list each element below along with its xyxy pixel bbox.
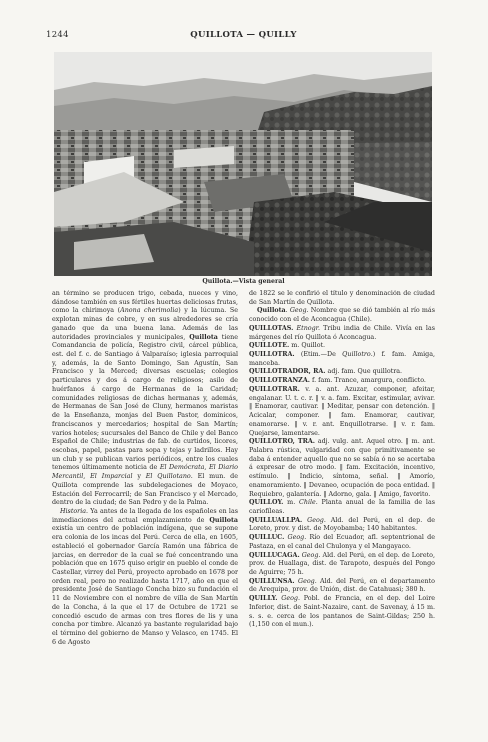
text-run: Geog. [301, 551, 321, 559]
headword: QUILLUC. [249, 534, 285, 542]
paragraph [249, 552, 435, 578]
text-run: Geog. [287, 534, 307, 542]
book-page [46, 28, 441, 718]
paragraph [249, 517, 435, 534]
town-photograph [54, 52, 432, 276]
text-run: Nombre que se dió también al río más conocido con el de Aconcagua (Chile). [249, 307, 435, 324]
headword: QUILLOTRAR. [249, 385, 300, 393]
paragraph [249, 438, 435, 499]
text-run: Ald. del Perú, en el departamento de Arequipa, prov. de Unión, dist. de Catahuasi; 380 h. [249, 577, 435, 594]
text-run: Ald. del Perú, en el dep. de Loreto, prov. de Huallaga, dist. de Tarapoto, después del Pongo de Aguirre; 75 h. [249, 551, 435, 576]
text-run: Geog. [281, 595, 300, 603]
text-run: Quillotro [342, 351, 371, 359]
running-title: QUILLOTA — QUILLY [190, 30, 297, 40]
text-run: Anona cherimolia [120, 307, 179, 315]
text-run: El Quillotano [145, 473, 191, 481]
text-run: Chile [299, 499, 316, 507]
page-header [46, 28, 441, 42]
text-run: y [132, 473, 146, 481]
headword: QUILLOY. [249, 499, 284, 507]
paragraph [52, 290, 238, 508]
text-run: . Planta anual de la familia de las cariofíleas. [249, 499, 435, 515]
text-run: ) y la lúcuma. Se explotan minas de cobre, y en sus alrededores se cría ganado que da una buena lana. Además de las autoridades provinciales y municipales, [52, 307, 238, 341]
paragraph [249, 307, 435, 324]
text-run: v. a. ant. Azuzar, componer, afeitar, engalanar. U. t. c. r. ‖ v. a. fam. Excitar, estimular, avivar. ‖ Enamorar, cautivar. ‖ Meditar, pensar con detención. ‖ Acicalar, componer. ‖ fam. Enamorar, cautivar, enamorarse. ‖ v. r. ant. Enquillotrarse. ‖ v. r. fam. Quejarse, lamentarse. [249, 385, 435, 437]
headword: QUILLUNSA. [249, 577, 295, 585]
headword: QUILLOTRANZA. [249, 377, 310, 385]
headword: QUILLOTAS. [249, 324, 294, 332]
paragraph [249, 386, 435, 438]
text-run: existía un centro de población indígena, que se supone era colonia de los incas del Perú. Cerca de ella, en 1605, estableció el gobernador García Ramón una fábrica de jarcias, en derredor de la cual se fué concentrando una población que en 1675 quiso erigir en pueblo el conde de Castellar, virrey del Perú, proyecto aprobado en 1678 por orden real, pero no realizado hasta 1717, año en que el presidente José de Santiago Concha bizo su fundación el 11 de Noviembre con el nombre de villa de San Martín de la Concha, á la que el 17 de Octubre de 1721 se concedió escudo de armas con tres flores de lis y una concha por timbre. Alcanzó ya bastante regularidad bajo el término del gobierno de Manso y Velasco, en 1745. El 6 de Agosto [52, 525, 238, 646]
text-run: El Demócrata, El Diario Mercantil, El Imparcial [52, 464, 238, 481]
text-run: Ald. del Perú, en el dep. de Loreto, prov. y dist. de Moyobamba; 140 habitantes. [249, 516, 435, 533]
text-run: . El mun. de Quillota comprende las subdelegaciones de Moyaco, Estación del Ferrocarril; de San Francisco y el Mercado, dentro de la ciudad; de San Pedro y de la Palma. [52, 473, 238, 507]
text-run: Historia [60, 507, 87, 515]
text-run: adj. vulg. ant. Aquel otro. ‖ m. ant. Palabra rústica, vulgaridad con que primitivamente se daba á entender aquello que no se sabía ó no se acertaba á expresar de otro modo. ‖ fam. Excitación, incentivo, estímulo. ‖ Indicio, síntoma, señal. ‖ Amorío, enamoramiento. ‖ Devaneo, ocupación de poca entidad. ‖ Requiebro, galantería. ‖ Adorno, gala. ‖ Amigo, favorito. [249, 438, 435, 498]
text-run: Río del Ecuador, afl. septentrional de Pastaza, en el canal del Chulonya y el Mangayaco. [249, 534, 435, 550]
headword: QUILLOTRADOR, RA. [249, 368, 326, 376]
headword: QUILLUALLPA. [249, 516, 303, 524]
page-number: 1244 [46, 30, 69, 40]
paragraph [249, 595, 435, 630]
paragraph [249, 499, 435, 516]
headword: QUILLY. [249, 595, 278, 603]
text-run: (Etim.—De [294, 351, 343, 359]
text-run: Geog. [307, 516, 326, 524]
text-run: m. Quillot. [289, 342, 326, 350]
paragraph [249, 377, 435, 386]
headword: QUILLOTRA. [249, 351, 295, 359]
text-run: . [285, 307, 290, 315]
text-run: Etnogr. [296, 324, 321, 332]
headword: Quillota [209, 516, 238, 524]
text-run: . Ya antes de la llegada de los españoles en las inmediaciones del actual emplazamiento de [52, 507, 238, 524]
paragraph [249, 534, 435, 551]
text-run: f. fam. Trance, amargura, conflicto. [309, 377, 426, 385]
left-column [52, 290, 238, 720]
text-run: adj. fam. Que quillotra. [325, 368, 403, 376]
text-columns [52, 290, 437, 720]
headword: Quillota [189, 333, 218, 341]
paragraph [249, 578, 435, 595]
paragraph [249, 351, 435, 368]
text-run: .) f. fam. Amiga, manceba. [249, 351, 435, 367]
headword: QUILLOTE. [249, 342, 290, 350]
headword: Quillota [257, 307, 286, 315]
paragraph [249, 325, 435, 342]
text-run: Pobl. de Francia, en el dep. del Loire Inferior, dist. de Saint-Nazaire, cant. de Savenay, á 15 m. s. s. e. cerca de los pantanos de Saint-Gildas; 250 h. (1,150 con el mun.). [249, 595, 435, 629]
paragraph [249, 290, 435, 307]
right-column [249, 290, 435, 720]
paragraph [249, 342, 435, 351]
text-run: an término se producen trigo, cebada, nueces y vino, dándose también en sus fértiles huertas deliciosas frutas, como la chirimoya ( [52, 290, 238, 315]
text-run: de 1822 se le confirió el título y denominación de ciudad de San Martín de Quillota. [249, 290, 435, 306]
text-run: Geog. [289, 307, 309, 315]
photo-caption: Quillota.—Vista general [202, 278, 285, 285]
headword: QUILLOTRO, TRA. [249, 438, 315, 446]
text-run: Tribu india de Chile. Vivía en las márgenes del río Quillota ó Aconcagua. [249, 324, 435, 341]
headword: QUILLUCAGA. [249, 551, 300, 559]
paragraph [249, 368, 435, 377]
text-run: tiene Comandancia de policía, Registro civil, cárcel pública, est. del f. c. de Santiago á Valparaíso; iglesia parroquial y, además, la de Santo Domingo, San Agustín, San Francisco y la Merced; diversas escuelas; colegios particulares y dos á cargo de religiosos; asilo de huérfanos á cargo de Hermanas de la Caridad; comunidades religiosas de dichas hermanas y, además, de Hermanas de San José de Cluny, hermanos maristas de la Enseñanza, monjas del Buen Pastor, dominicos, franciscanos y mercedarios; hospital de San Martín; varios hoteles; sucursales del Banco de Chile y del Banco Español de Chile; industrias de fab. de curtidos, licores, escobas, papel, pastas para sopa y tejas y ladrillos. Hay un club y se publican varios periódicos, entre los cuales tenemos últimamente noticia de [52, 333, 238, 472]
text-run: m. [283, 499, 299, 507]
paragraph [52, 508, 238, 648]
text-run: Geog. [298, 577, 317, 585]
